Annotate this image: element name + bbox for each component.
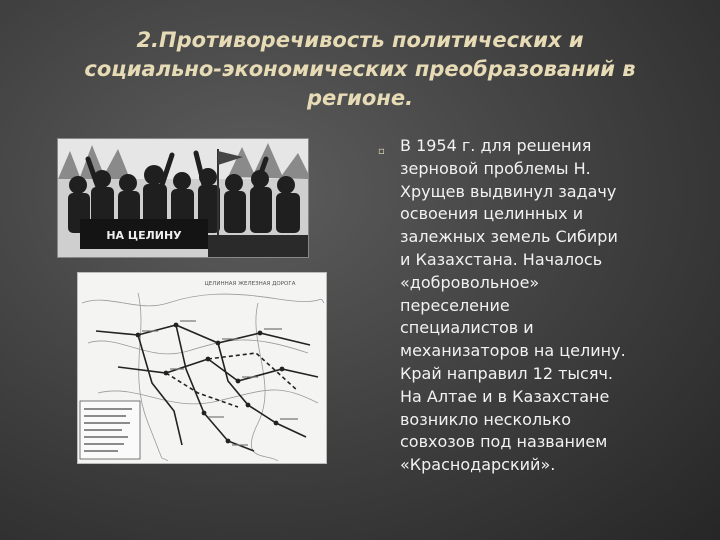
bullet-line: переселение <box>400 295 510 315</box>
bullet-line: «добровольное» <box>400 272 540 292</box>
bullet-icon: ▫ <box>378 146 385 157</box>
bullet-line: и Казахстана. Началось <box>400 249 603 269</box>
bullet-line: «Краснодарский». <box>400 455 556 475</box>
bullet-line: На Алтае и в Казахстане <box>400 386 610 406</box>
title-line-1: 2.Противоречивость политических и <box>136 28 584 52</box>
title-line-2: социально-экономических преобразований в <box>84 57 636 81</box>
railway-map <box>77 272 327 464</box>
bullet-line: Край направил 12 тысяч. <box>400 363 613 383</box>
historical-photo <box>57 138 309 258</box>
bullet-line: совхозов под названием <box>400 432 608 452</box>
bullet-line: Хрущев выдвинул задачу <box>400 181 617 201</box>
crowd-rally-image <box>58 139 308 257</box>
bullet-line: зерновой проблемы Н. <box>400 158 591 178</box>
bullet-line: освоения целинных и <box>400 204 584 224</box>
bullet-line: специалистов и <box>400 318 534 338</box>
map-image <box>78 273 326 463</box>
slide-title <box>40 26 680 113</box>
map-header: ЦЕЛИННАЯ ЖЕЛЕЗНАЯ ДОРОГА <box>204 281 296 287</box>
bullet-line: В 1954 г. для решения <box>400 136 592 155</box>
bullet-line: возникло несколько <box>400 409 572 429</box>
bullet-paragraph <box>400 135 690 477</box>
banner-text: НА ЦЕЛИНУ <box>106 229 182 242</box>
title-line-3: регионе. <box>306 86 414 110</box>
bullet-line: механизаторов на целину. <box>400 341 626 361</box>
bullet-line: залежных земель Сибири <box>400 227 618 247</box>
